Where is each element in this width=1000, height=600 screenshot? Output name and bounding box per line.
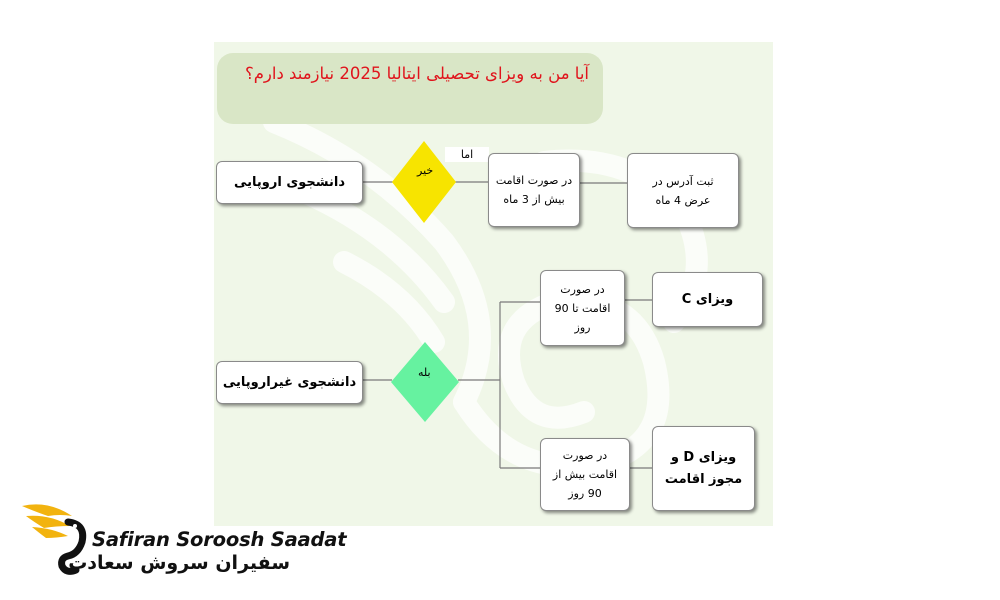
long-stay-condition-box [540,438,630,511]
short-stay-condition-box [540,270,625,346]
decision-yes-diamond [391,342,459,422]
visa-c-box [652,272,763,327]
connector-label-but: اما [445,147,489,162]
visa-c-label: ویزای C [681,292,734,307]
eu-condition-label: در صورت اقامت بیش از 3 ماه [495,174,573,206]
eu-outcome-label: ثبت آدرس در عرض 4 ماه [652,174,714,207]
page-title: آیا من به ویزای تحصیلی ایتالیا 2025 نیازمند دارم؟ [244,64,589,83]
brand-name-english: Safiran Soroosh Saadat [92,528,347,551]
decision-yes-label: بله [418,366,431,379]
eu-condition-box [488,153,580,227]
eu-outcome-box [627,153,739,228]
non-eu-student-label: دانشجوی غیراروپایی [222,375,357,390]
eu-student-box [216,161,363,204]
long-stay-condition-label: در صورت اقامت بیش از 90 روز [552,449,618,500]
non-eu-student-box [216,361,363,404]
decision-no-label: خیر [417,164,434,177]
visa-d-label: ویزای D و مجوز اقامت [664,449,743,487]
brand-name-persian: سفیران سروش سعادت [68,552,290,574]
short-stay-condition-label: در صورت اقامت تا 90 روز [554,282,611,334]
visa-d-box [652,426,755,511]
eu-student-label: دانشجوی اروپایی [234,175,346,190]
